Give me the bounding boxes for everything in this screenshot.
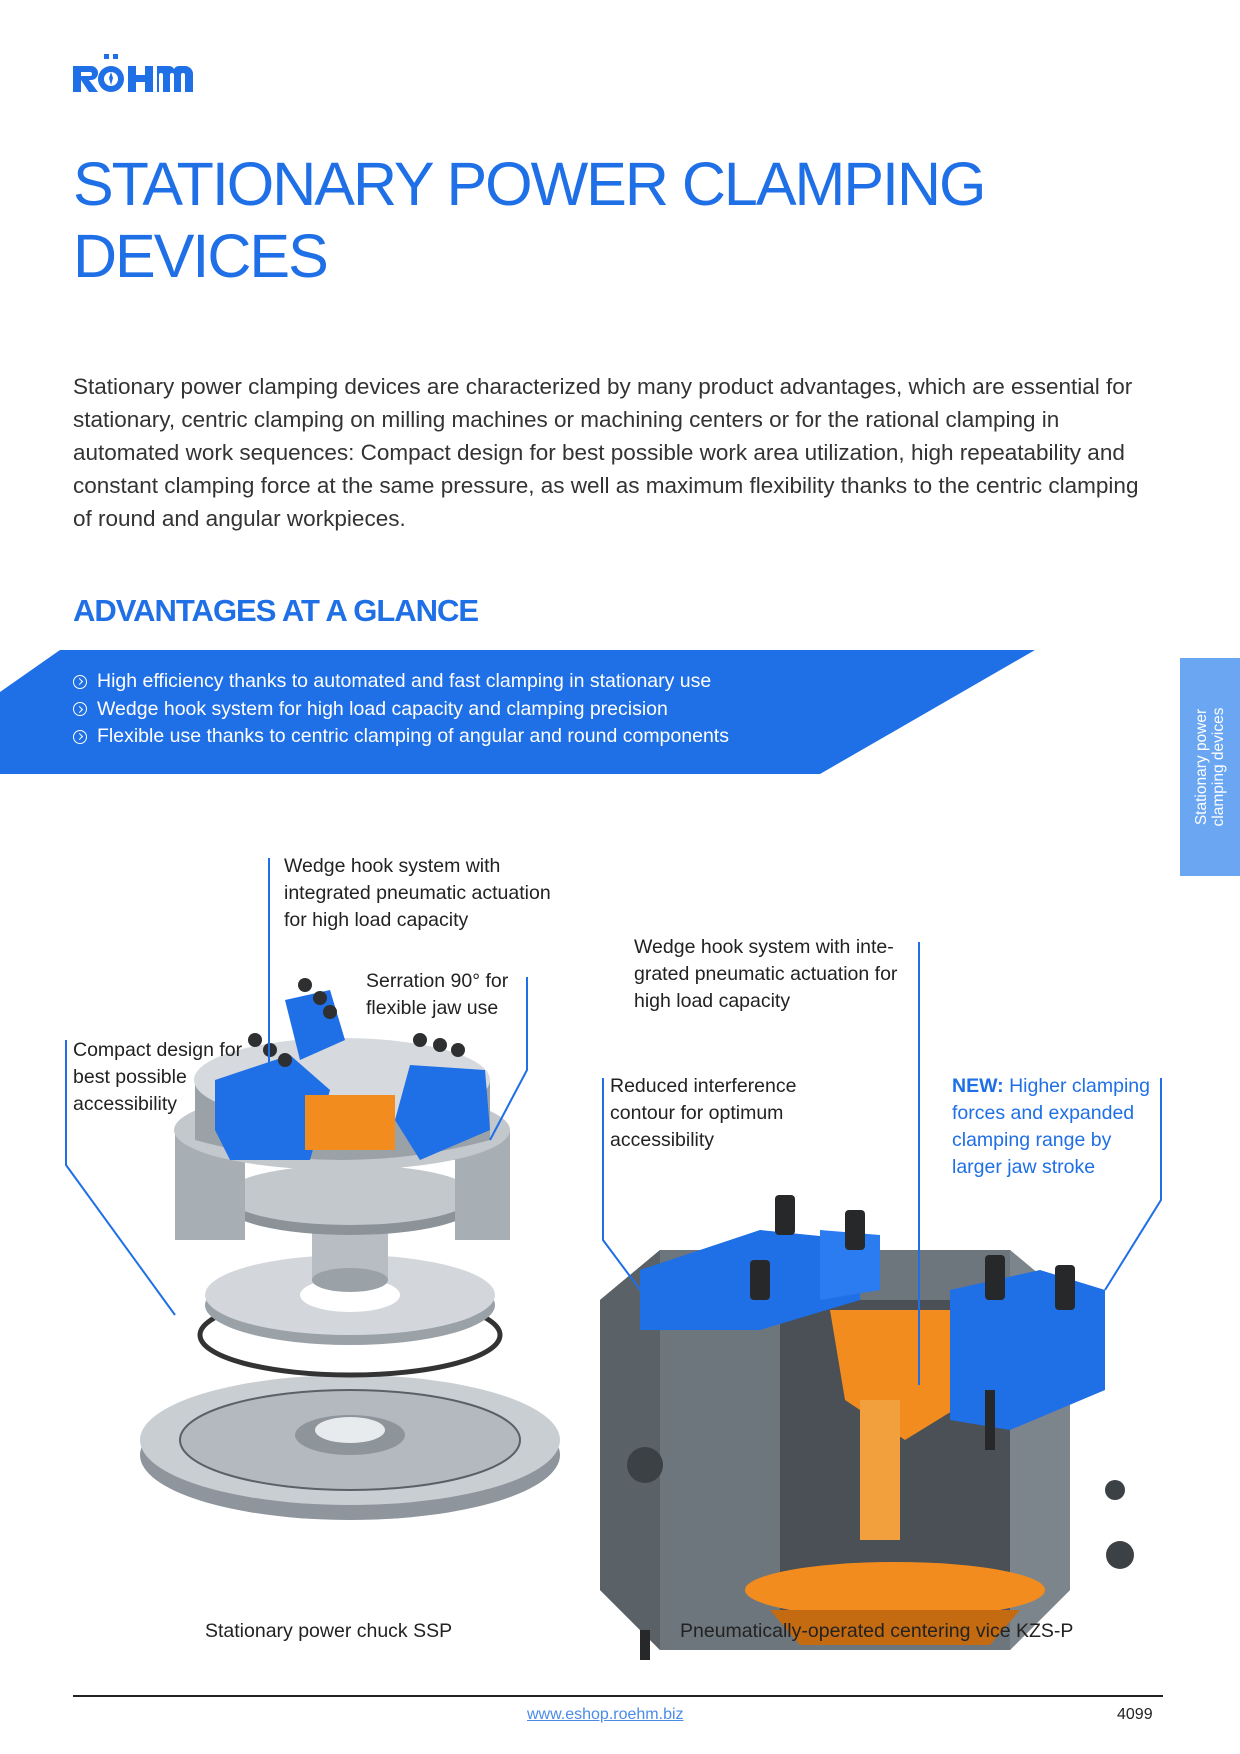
intro-paragraph: Stationary power clamping devices are characterized by many product advantages, which are essential for stationary, centric clamping on milling machines or machining centers or for the rational clamping in automated work sequences: Compact design for best possible work area utilization, high repeatability and constant clamping force at the same pressure, as well as maximum flexibility thanks to the centric clamping of round and angular workpieces. [73, 374, 1139, 531]
page-title: STATIONARY POWER CLAMPING DEVICES [73, 150, 985, 290]
advantage-item: Flexible use thanks to centric clamping of angular and round components [73, 723, 729, 751]
advantage-item: Wedge hook system for high load capacity and clamping precision [73, 696, 729, 724]
side-tab-label-2: clamping devices [1210, 707, 1227, 827]
caption-centering-vice: Pneumatically-operated centering vice KZS-P [680, 1620, 1074, 1642]
advantage-item: High efficiency thanks to automated and fast clamping in stationary use [73, 668, 729, 696]
callout-new-features: NEW: Higher clamping forces and expanded clamping range by larger jaw stroke [952, 1075, 1150, 1178]
caption-power-chuck: Stationary power chuck SSP [205, 1620, 453, 1642]
callout-serration: Serration 90° for flexible jaw use [366, 970, 509, 1019]
footer-eshop-link[interactable]: www.eshop.roehm.biz [527, 1706, 684, 1723]
callout-wedge-hook-right: Wedge hook system with inte- grated pneumatic actuation for high load capacity [634, 936, 898, 1012]
callout-wedge-hook-left: Wedge hook system with integrated pneumatic actuation for high load capacity [284, 855, 551, 931]
new-badge: NEW: [952, 1075, 1004, 1097]
callout-reduced-contour: Reduced interference contour for optimum accessibility [610, 1075, 797, 1151]
centering-vice-image [600, 1195, 1134, 1660]
page-number: 4099 [1117, 1706, 1153, 1723]
callout-compact-design: Compact design for best possible accessibility [73, 1039, 243, 1115]
side-tab-label-1: Stationary power [1193, 708, 1210, 826]
footer-divider [73, 1695, 1163, 1697]
advantages-heading: ADVANTAGES AT A GLANCE [73, 593, 479, 628]
